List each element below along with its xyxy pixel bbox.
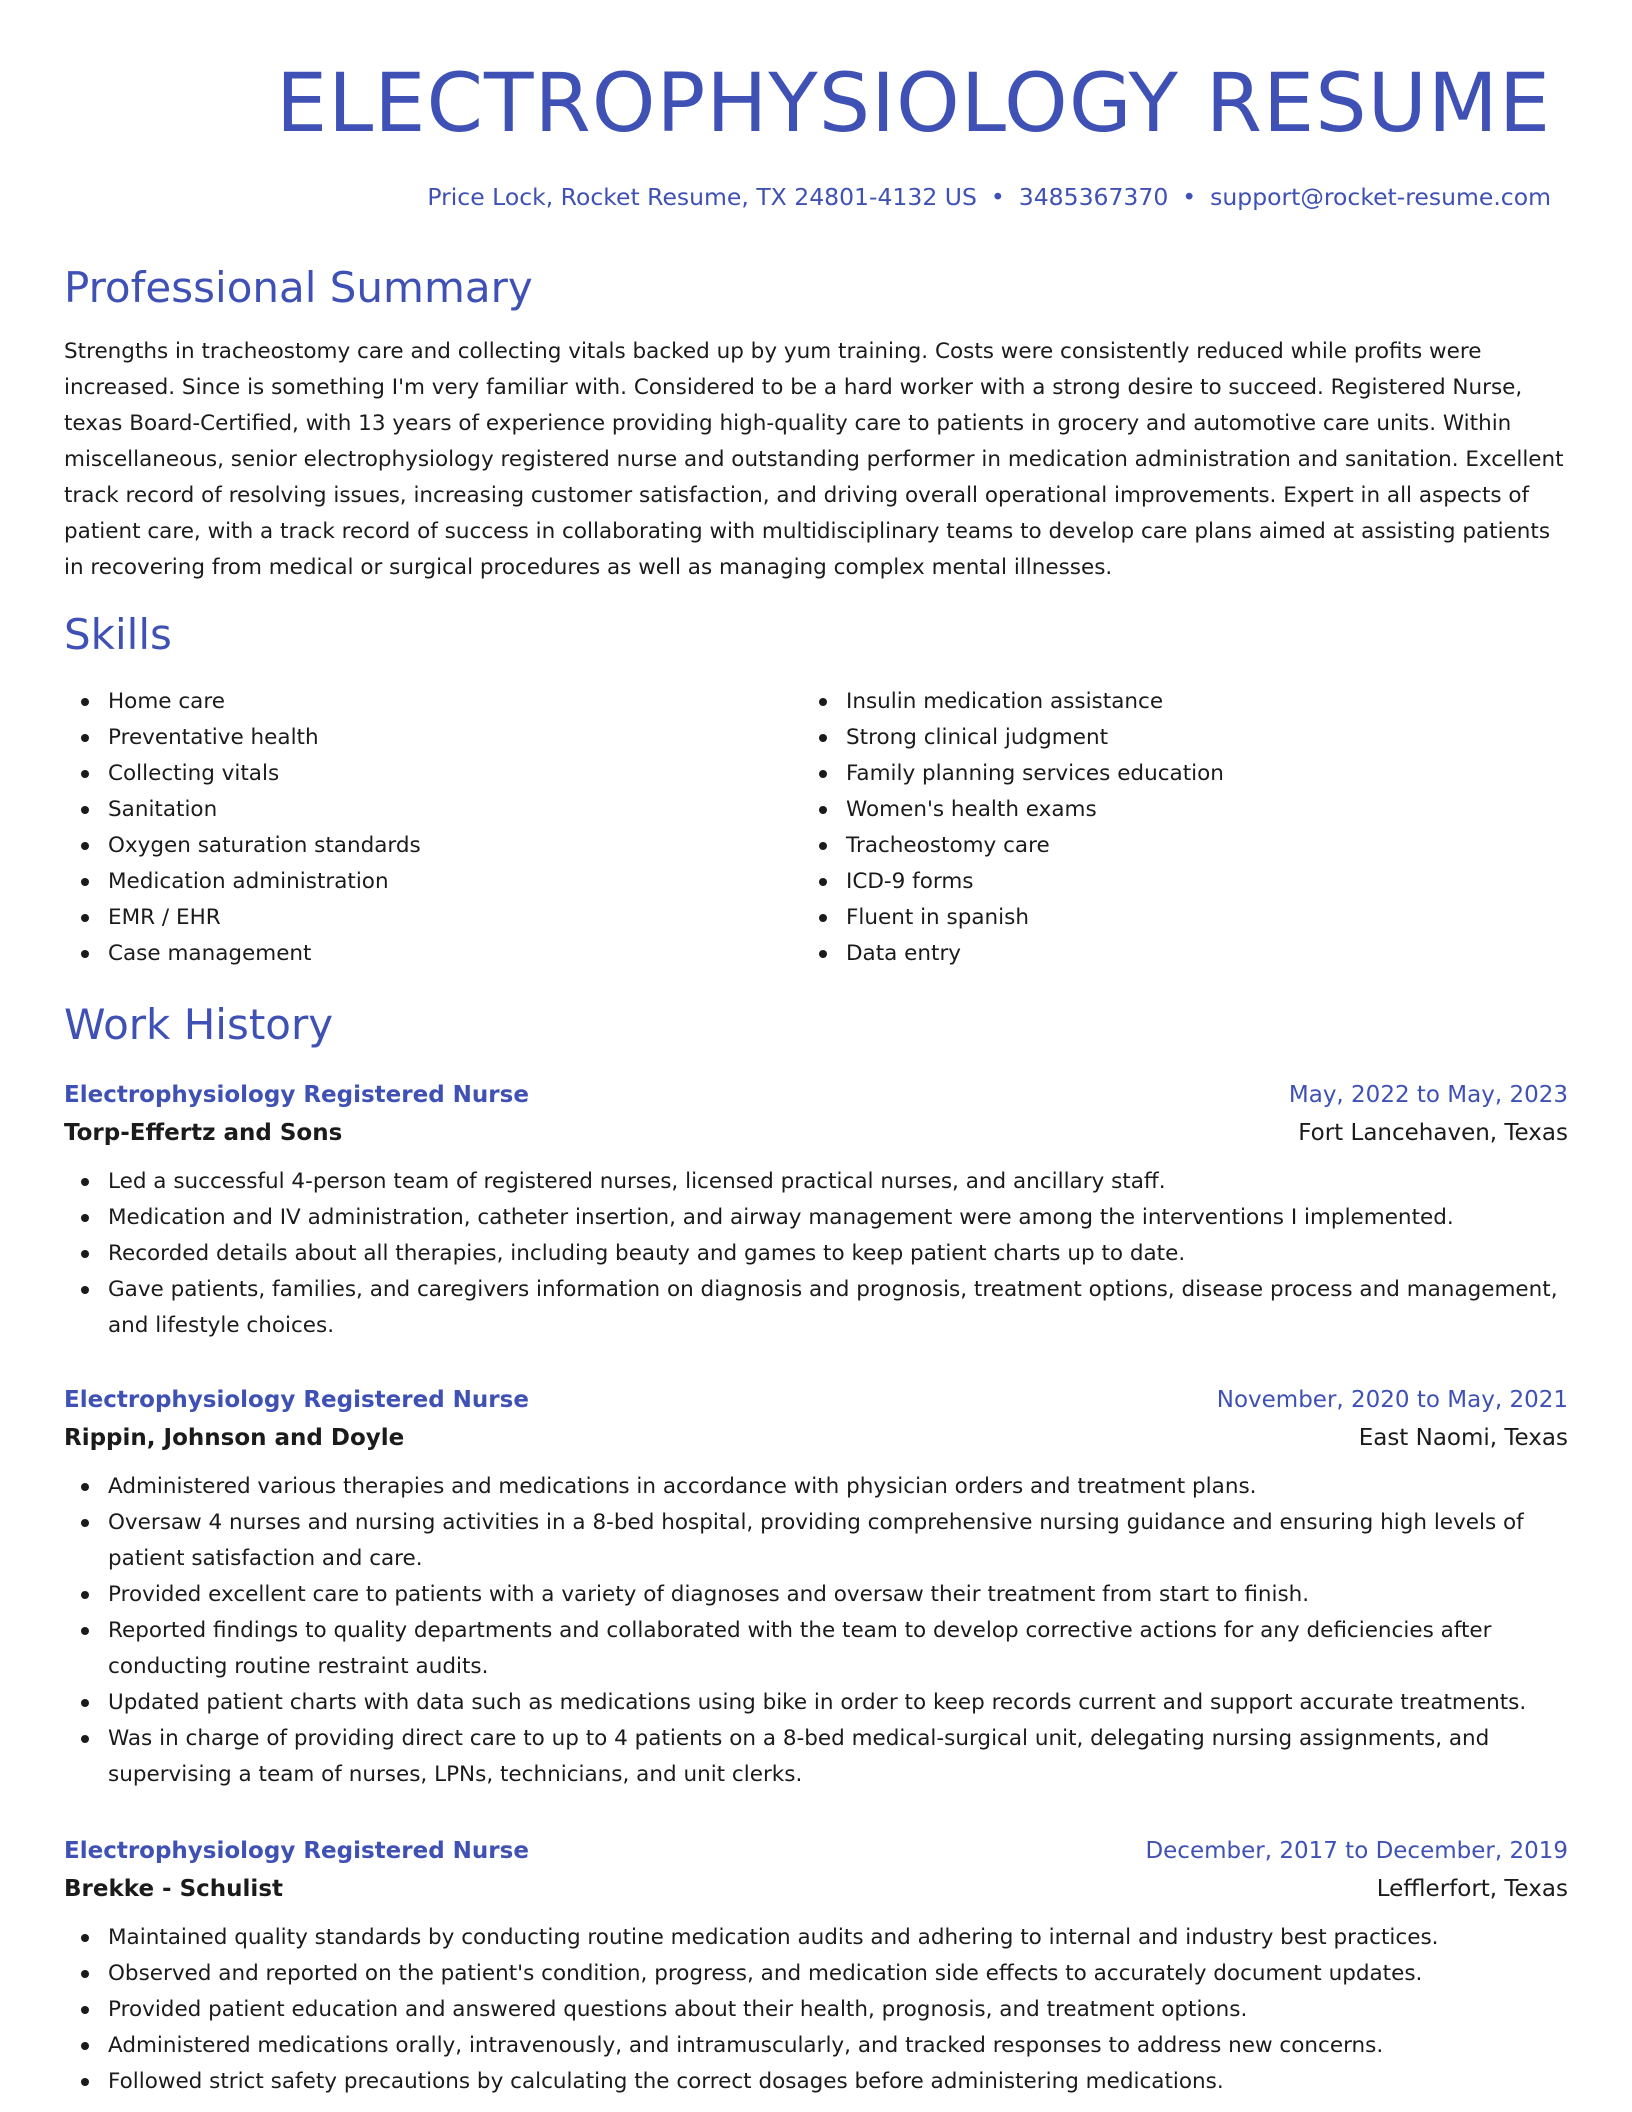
bullet-item: Administered various therapies and medications in accordance with physician orders and treatment plans. bbox=[64, 1469, 1568, 1505]
skill-item: Case management bbox=[64, 936, 764, 972]
job-title: Electrophysiology Registered Nurse bbox=[64, 1838, 529, 1864]
bullet-item: Recorded details about all therapies, including beauty and games to keep patient charts up to date. bbox=[64, 1236, 1568, 1272]
bullet-item: Administered medications orally, intravenously, and intramuscularly, and tracked responses to address new concerns. bbox=[64, 2028, 1568, 2064]
skill-item: EMR / EHR bbox=[64, 900, 764, 936]
contact-email: support@rocket-resume.com bbox=[1210, 183, 1551, 211]
bullet-item: Provided excellent care to patients with a variety of diagnoses and oversaw their treatment from start to finish. bbox=[64, 1577, 1568, 1613]
job-company: Torp-Effertz and Sons bbox=[64, 1120, 343, 1146]
bullet-item: Led a successful 4-person team of registered nurses, licensed practical nurses, and ancillary staff. bbox=[64, 1164, 1568, 1200]
skill-item: Collecting vitals bbox=[64, 756, 764, 792]
job-bullets bbox=[64, 1469, 1568, 1793]
bullet-item: Gave patients, families, and caregivers information on diagnosis and prognosis, treatment options, disease process and management, and lifestyle choices. bbox=[64, 1272, 1568, 1344]
job-entry bbox=[64, 1076, 1568, 1344]
summary-heading: Professional Summary bbox=[64, 263, 533, 312]
skills-list-left bbox=[64, 684, 764, 972]
job-location: Lefflerfort, Texas bbox=[1376, 1876, 1568, 1902]
job-dates: November, 2020 to May, 2021 bbox=[1216, 1387, 1568, 1413]
resume-title: ELECTROPHYSIOLOGY RESUME bbox=[275, 57, 1551, 151]
job-entry bbox=[64, 1381, 1568, 1793]
skill-item: Fluent in spanish bbox=[802, 900, 1562, 936]
contact-line bbox=[427, 181, 1551, 213]
job-bullets bbox=[64, 1920, 1568, 2100]
job-location: Fort Lancehaven, Texas bbox=[1298, 1120, 1568, 1146]
skills-list-right bbox=[802, 684, 1562, 972]
bullet-item: Followed strict safety precautions by calculating the correct dosages before administering medications. bbox=[64, 2064, 1568, 2100]
job-bullets bbox=[64, 1164, 1568, 1344]
separator-dot: • bbox=[990, 183, 1005, 211]
skill-item: Women's health exams bbox=[802, 792, 1562, 828]
job-title: Electrophysiology Registered Nurse bbox=[64, 1387, 529, 1413]
bullet-item: Updated patient charts with data such as medications using bike in order to keep records current and support accurate treatments. bbox=[64, 1685, 1568, 1721]
job-company: Brekke - Schulist bbox=[64, 1876, 284, 1902]
bullet-item: Observed and reported on the patient's condition, progress, and medication side effects to accurately document updates. bbox=[64, 1956, 1568, 1992]
bullet-item: Was in charge of providing direct care to up to 4 patients on a 8-bed medical-surgical unit, delegating nursing assignments, and supervising a team of nurses, LPNs, technicians, and unit clerks. bbox=[64, 1721, 1568, 1793]
skill-item: Medication administration bbox=[64, 864, 764, 900]
job-entry bbox=[64, 1832, 1568, 2100]
skill-item: Sanitation bbox=[64, 792, 764, 828]
skills-heading: Skills bbox=[64, 610, 172, 659]
skill-item: Home care bbox=[64, 684, 764, 720]
skill-item: Data entry bbox=[802, 936, 1562, 972]
contact-phone: 3485367370 bbox=[1018, 183, 1169, 211]
bullet-item: Reported findings to quality departments and collaborated with the team to develop corrective actions for any deficiencies after conducting routine restraint audits. bbox=[64, 1613, 1568, 1685]
skill-item: ICD-9 forms bbox=[802, 864, 1562, 900]
skill-item: Preventative health bbox=[64, 720, 764, 756]
bullet-item: Maintained quality standards by conducting routine medication audits and adhering to internal and industry best practices. bbox=[64, 1920, 1568, 1956]
skill-item: Tracheostomy care bbox=[802, 828, 1562, 864]
bullet-item: Provided patient education and answered questions about their health, prognosis, and treatment options. bbox=[64, 1992, 1568, 2028]
skill-item: Family planning services education bbox=[802, 756, 1562, 792]
bullet-item: Medication and IV administration, catheter insertion, and airway management were among the interventions I implemented. bbox=[64, 1200, 1568, 1236]
skill-item: Oxygen saturation standards bbox=[64, 828, 764, 864]
contact-address: Price Lock, Rocket Resume, TX 24801-4132 US bbox=[427, 183, 977, 211]
summary-text: Strengths in tracheostomy care and collecting vitals backed up by yum training. Costs were consistently reduced while profits were increased. Since is something I'm very familiar with. Considered to be a hard worker with a strong desire to succeed. Registered Nurse, texas Board-Certified, with 13 years of experience providing high-quality care to patients in grocery and automotive care units. Within miscellaneous, senior electrophysiology registered nurse and outstanding performer in medication administration and sanitation. Excellent track record of resolving issues, increasing customer satisfaction, and driving overall operational improvements. Expert in all aspects of patient care, with a track record of success in collaborating with multidisciplinary teams to develop care plans aimed at assisting patients in recovering from medical or surgical procedures as well as managing complex mental illnesses. bbox=[64, 339, 1564, 580]
job-title: Electrophysiology Registered Nurse bbox=[64, 1082, 529, 1108]
separator-dot: • bbox=[1182, 183, 1197, 211]
job-dates: December, 2017 to December, 2019 bbox=[1145, 1838, 1568, 1864]
job-company: Rippin, Johnson and Doyle bbox=[64, 1425, 405, 1451]
work-history-heading: Work History bbox=[64, 1000, 334, 1049]
bullet-item: Oversaw 4 nurses and nursing activities in a 8-bed hospital, providing comprehensive nursing guidance and ensuring high levels of patient satisfaction and care. bbox=[64, 1505, 1568, 1577]
skill-item: Insulin medication assistance bbox=[802, 684, 1562, 720]
job-dates: May, 2022 to May, 2023 bbox=[1288, 1082, 1568, 1108]
job-location: East Naomi, Texas bbox=[1358, 1425, 1568, 1451]
skill-item: Strong clinical judgment bbox=[802, 720, 1562, 756]
